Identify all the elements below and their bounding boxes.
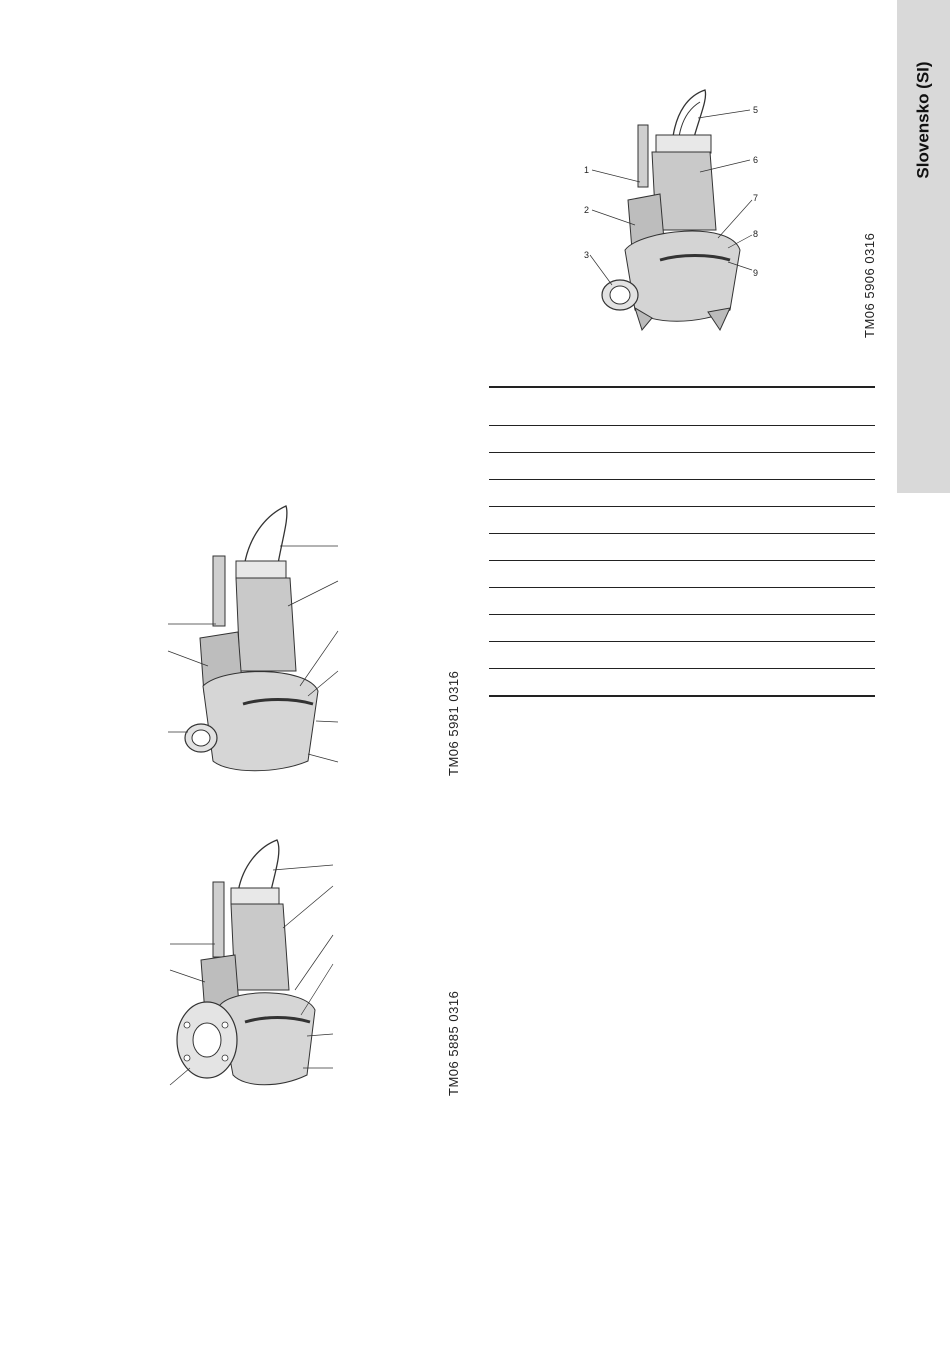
callout-3: 3 (584, 250, 590, 260)
pump-figure-middle (168, 506, 343, 781)
figure-code-bottom: TM06 5885 0316 (446, 990, 461, 1096)
callout-6: 6 (753, 155, 759, 165)
table-row (489, 453, 875, 480)
figure-code-top: TM06 5906 0316 (862, 232, 877, 338)
callout-1: 1 (584, 165, 590, 175)
pump-drawing-middle (168, 506, 343, 781)
table-row (489, 642, 875, 669)
figure-code-middle: TM06 5981 0316 (446, 670, 461, 776)
callout-5: 5 (753, 105, 759, 115)
table-row (489, 480, 875, 507)
table-row (489, 561, 875, 588)
table-header-row (489, 386, 875, 426)
table-row (489, 669, 875, 697)
table-row (489, 615, 875, 642)
callout-9: 9 (753, 268, 759, 278)
callout-8: 8 (753, 229, 759, 239)
table-row (489, 426, 875, 453)
language-tab-label-box (897, 0, 950, 240)
pump-drawing-bottom (165, 840, 340, 1090)
callout-7: 7 (753, 193, 759, 203)
pump-figure-bottom (165, 840, 340, 1090)
pump-figure-top (580, 90, 780, 340)
language-tab-label: Slovensko (SI) (913, 61, 933, 179)
table-row (489, 588, 875, 615)
parts-table (489, 386, 875, 697)
table-row (489, 534, 875, 561)
pump-drawing-top (580, 90, 780, 340)
callout-2: 2 (584, 205, 590, 215)
table-row (489, 507, 875, 534)
